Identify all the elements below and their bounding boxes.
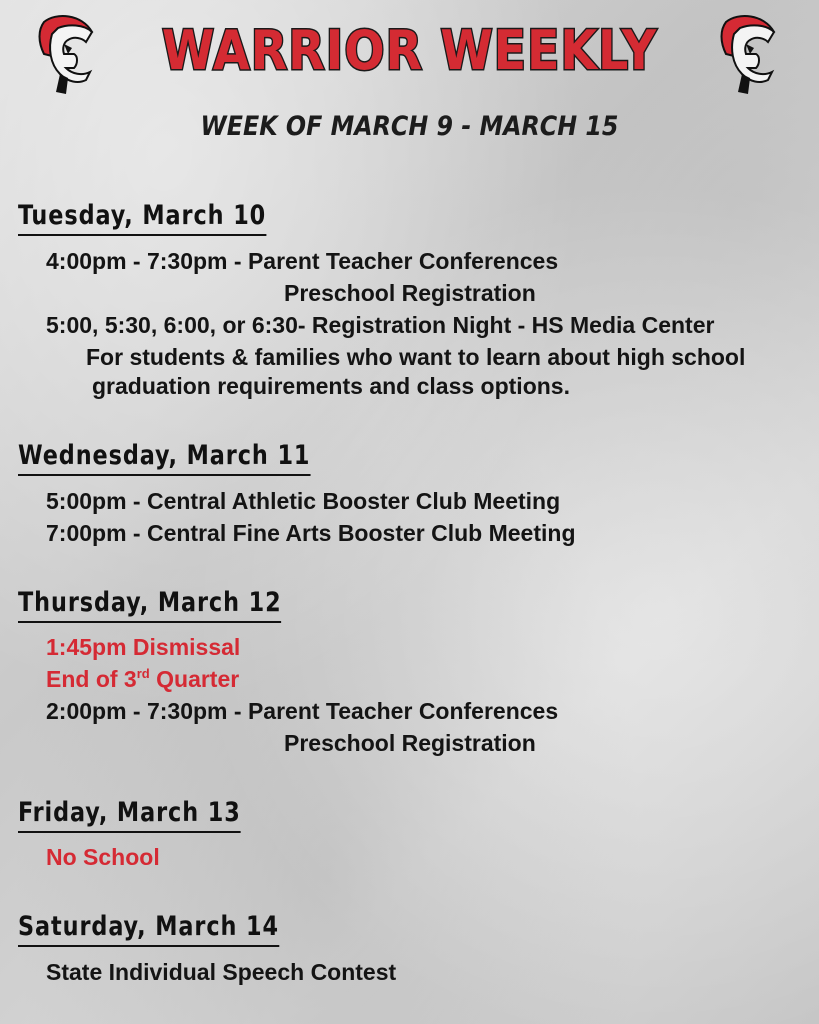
event-line: 5:00, 5:30, 6:00, or 6:30- Registration Night - HS Media Center: [46, 312, 715, 338]
event-note: For students & families who want to learn about high school: [86, 344, 746, 370]
event-line: Preschool Registration: [284, 730, 536, 756]
event-line: 7:00pm - Central Fine Arts Booster Club Meeting: [46, 520, 576, 546]
event-line: 2:00pm - 7:30pm - Parent Teacher Conferences: [46, 698, 559, 724]
day-heading-tuesday: Tuesday, March 10: [18, 200, 266, 236]
event-line-highlight: [46, 663, 239, 695]
day-heading-saturday: Saturday, March 14: [18, 911, 279, 947]
week-range-subtitle: WEEK OF MARCH 9 - MARCH 15: [200, 111, 619, 142]
day-heading-friday: Friday, March 13: [18, 797, 241, 833]
event-line-highlight: 1:45pm Dismissal: [46, 634, 241, 660]
day-heading-wednesday: Wednesday, March 11: [18, 440, 310, 476]
quarter-text: End of 3: [46, 666, 137, 692]
event-line: 5:00pm - Central Athletic Booster Club Meeting: [46, 488, 561, 514]
quarter-text-end: Quarter: [156, 666, 240, 692]
event-line-highlight: No School: [46, 844, 160, 870]
event-line: Preschool Registration: [284, 280, 536, 306]
event-line: 4:00pm - 7:30pm - Parent Teacher Conferences: [46, 248, 559, 274]
event-note: graduation requirements and class options.: [92, 373, 570, 399]
event-line: State Individual Speech Contest: [46, 959, 397, 985]
day-heading-thursday: Thursday, March 12: [18, 587, 282, 623]
page-title: WARRIOR WEEKLY: [161, 19, 658, 82]
ordinal-suffix: rd: [136, 666, 150, 681]
